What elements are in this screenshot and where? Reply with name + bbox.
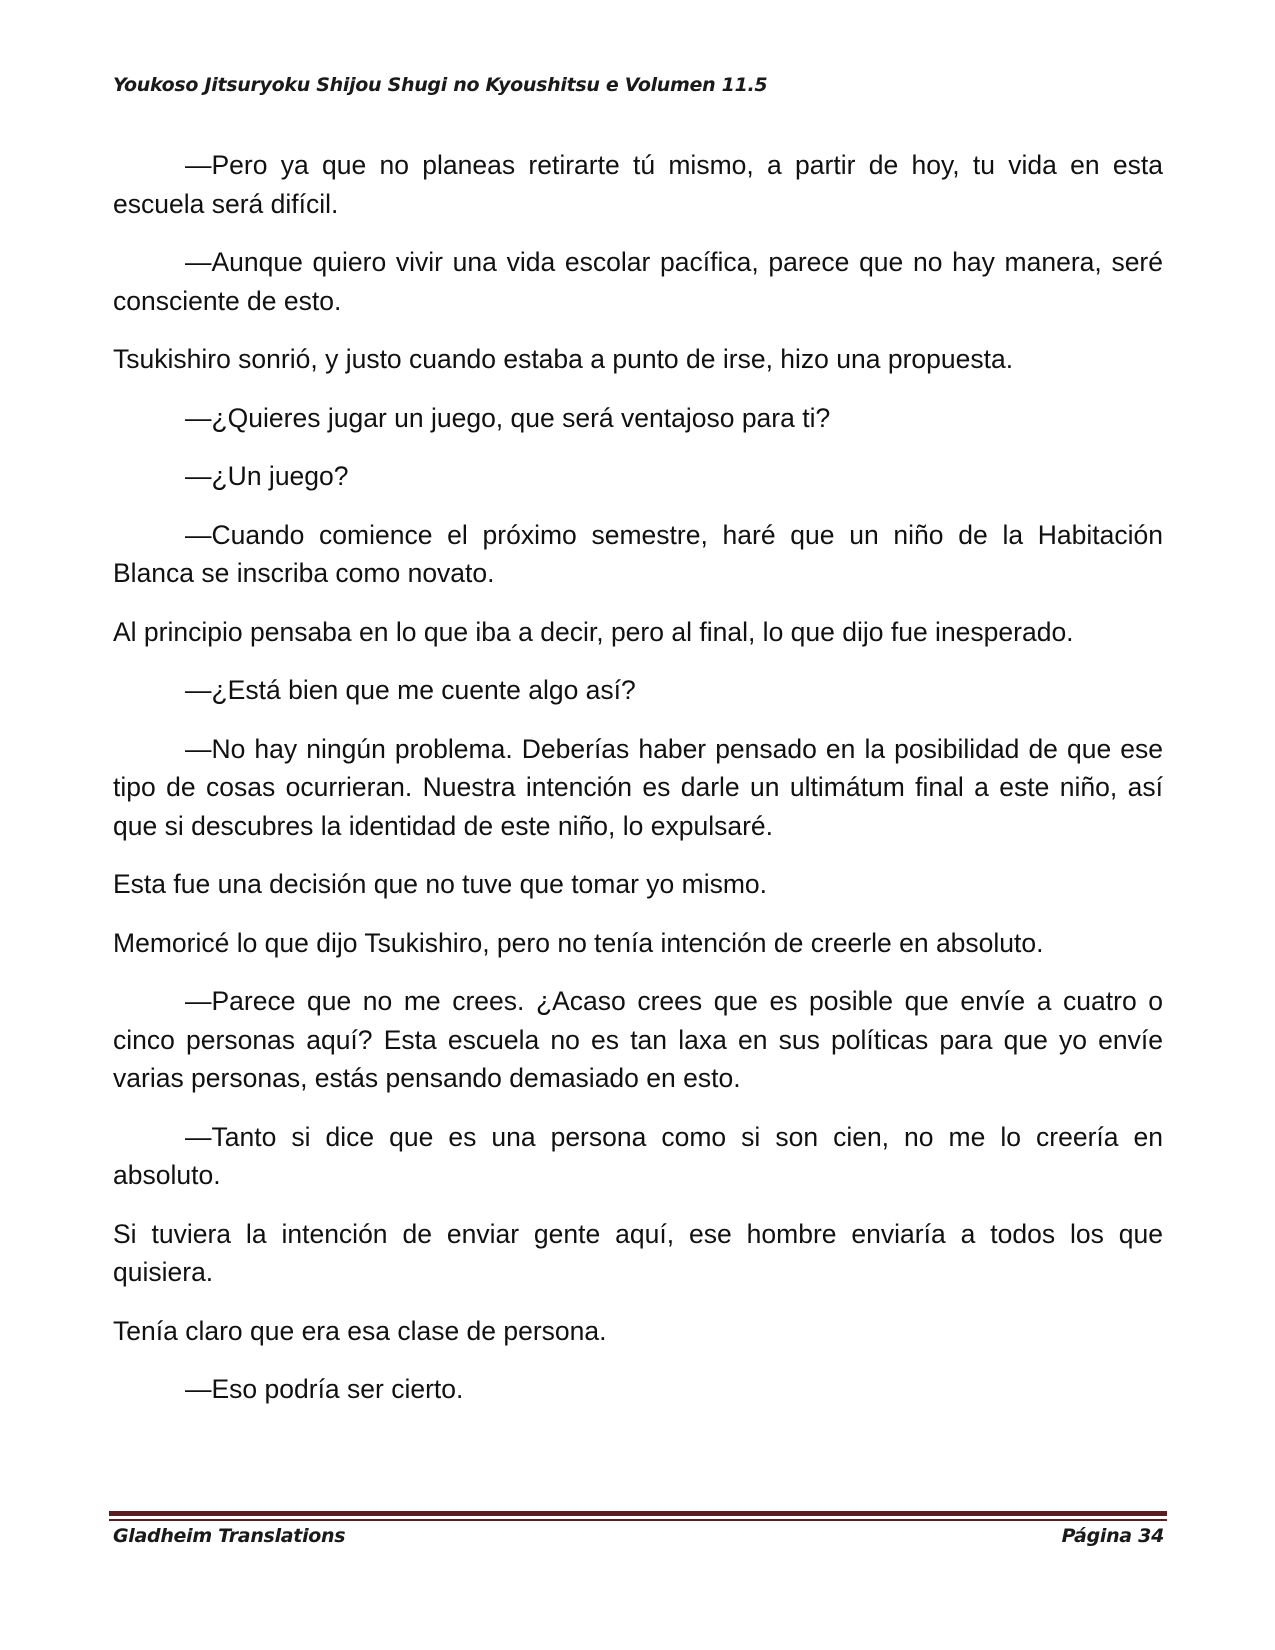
paragraph-dialog: —¿Un juego?	[185, 461, 349, 491]
paragraph-dialog: —Eso podría ser cierto.	[185, 1374, 464, 1404]
paragraph-narration: Si tuviera la intención de enviar gente aquí, ese hombre enviaría a todos los que quisiera.	[113, 1218, 1163, 1287]
paragraph-dialog: —Tanto si dice que es una persona como si son cien, no me lo creería en absoluto.	[113, 1121, 1163, 1190]
footer-rule-thick	[109, 1511, 1167, 1516]
paragraph-dialog: —Cuando comience el próximo semestre, haré que un niño de la Habitación Blanca se inscriba como novato.	[113, 519, 1163, 588]
footer-page-number: Página 34	[1061, 1525, 1164, 1547]
paragraph-dialog: —No hay ningún problema. Deberías haber pensado en la posibilidad de que ese tipo de cosas ocurrieran. Nuestra intención es darle un ultimátum final a este niño, así que si descubres la identidad de este niño, lo expulsaré.	[113, 733, 1163, 841]
paragraph-narration: Al principio pensaba en lo que iba a decir, pero al final, lo que dijo fue inesperado.	[113, 616, 1074, 647]
paragraph-narration: Tenía claro que era esa clase de persona.	[113, 1315, 607, 1346]
paragraph-dialog: —Parece que no me crees. ¿Acaso crees que es posible que envíe a cuatro o cinco personas aquí? Esta escuela no es tan laxa en sus políticas para que yo envíe varias personas, estás pensando demasiado en esto.	[113, 986, 1163, 1093]
paragraph-dialog: —¿Está bien que me cuente algo así?	[185, 675, 636, 705]
body-text	[113, 146, 1163, 1429]
paragraph-narration: Tsukishiro sonrió, y justo cuando estaba a punto de irse, hizo una propuesta.	[113, 344, 1014, 374]
paragraph-dialog: —Pero ya que no planeas retirarte tú mismo, a partir de hoy, tu vida en esta escuela será difícil.	[113, 150, 1163, 219]
footer-publisher: Gladheim Translations	[113, 1525, 346, 1547]
paragraph-narration: Memoricé lo que dijo Tsukishiro, pero no tenía intención de creerle en absoluto.	[113, 927, 1044, 958]
paragraph-dialog: —Aunque quiero vivir una vida escolar pacífica, parece que no hay manera, seré consciente de esto.	[113, 247, 1163, 316]
paragraph-narration: Esta fue una decisión que no tuve que tomar yo mismo.	[113, 869, 768, 899]
running-header: Youkoso Jitsuryoku Shijou Shugi no Kyoushitsu e Volumen 11.5	[113, 74, 768, 96]
footer-rule-thin	[109, 1519, 1167, 1521]
paragraph-dialog: —¿Quieres jugar un juego, que será ventajoso para ti?	[185, 402, 831, 433]
